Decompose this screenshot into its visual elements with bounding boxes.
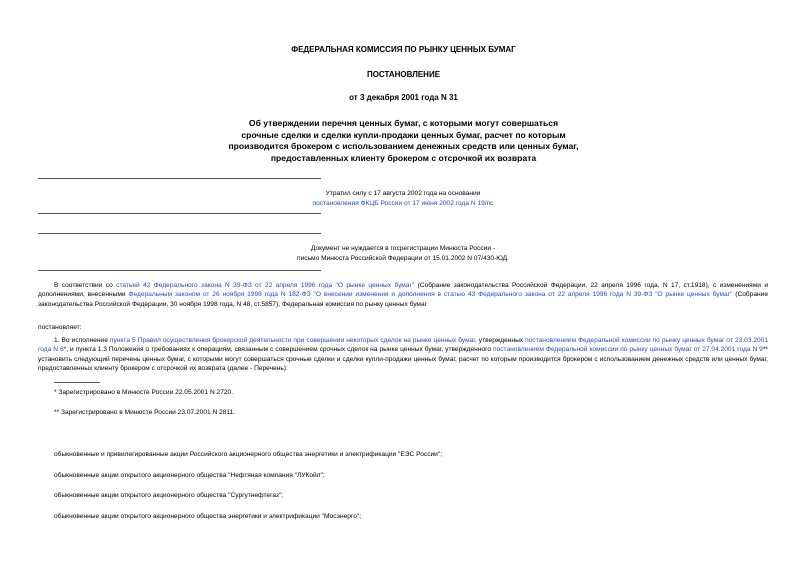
repeal-note-text: Утратил силу с 17 августа 2002 года на основании (325, 190, 481, 197)
registration-note-line: письмо Минюста Российской Федерации от 15.01.2002 N 07/430-ЮД. (297, 255, 509, 262)
footnote-1: * Зарегистрировано в Минюсте России 22.05.2001 N 2720. (54, 389, 234, 396)
clause-text: *, и пункта 1.3 Положения о требованиях к операциям, связанным с совершением срочных сделок на рынке ценных бумаг, утвержденного (63, 346, 494, 354)
preamble-text: В соответствии со (54, 282, 117, 289)
decree-word: постановляет: (38, 324, 82, 331)
preamble-paragraph (38, 281, 768, 309)
document-title (0, 118, 807, 164)
decree-n9-link[interactable]: постановлением Федеральной комиссии по рынку ценных бумаг от 27.04.2001 года N 9 (493, 346, 763, 354)
rules-point-5-link[interactable]: пункта 5 Правил осуществления брокерской деятельности при совершении некоторых сделок на рынке ценных бумаг (109, 337, 475, 344)
list-item: обыкновенные акции открытого акционерного общества "Нефтяная компания "ЛУКойл"; (54, 472, 325, 479)
repeal-note (38, 189, 768, 209)
decree-n6-link[interactable]: постановлением Федеральной комиссии по рынку ценных бумаг от 23.03.2001 года N 6 (38, 337, 769, 354)
title-line: производится брокером с использованием денежных средств или ценных бумаг, (228, 141, 579, 151)
clause-text: , утвержденных (474, 337, 526, 344)
organization-name: ФЕДЕРАЛЬНАЯ КОМИССИЯ ПО РЫНКУ ЦЕННЫХ БУМАГ (291, 45, 516, 54)
list-item: обыкновенные акции открытого акционерного общества "Сургутнефтегаз"; (54, 492, 284, 499)
clause-text: 1. Во исполнение (54, 337, 110, 344)
list-item: обыкновенные и привилегированные акции Российского акционерного общества энергетики и электрификации "ЕЭС России"; (54, 451, 443, 458)
law-182fz-link[interactable]: Федеральным законом от 26 ноября 1998 года N 182-ФЗ "О внесении изменения и дополнения в статью 43 Федерального закона от 22 апреля 1996 года N 39-ФЗ "О рынке ценных бумаг" (128, 291, 733, 299)
title-line: Об утверждении перечня ценных бумаг, с которыми могут совершаться (248, 118, 559, 128)
registration-note (38, 244, 768, 264)
law-39fz-link[interactable]: статьей 42 Федерального закона N 39-ФЗ от 22 апреля 1996 года "О рынке ценных бумаг" (116, 282, 415, 289)
preamble-text: (Собрание законодательства Российской Федерации, 30 ноября 1998 года, N 48, ст.5857), Федеральная комиссия по рынку ценных бумаг (38, 291, 769, 308)
clause-text: ** установить следующий перечень ценных бумаг, с которыми могут совершаться срочные сделки и сделки купли-продажи ценных бумаг, расчет по которым производится брокером с использованием денежных средств или ценных бумаг, предоставленных клиенту брокером с отсрочкой их возврата (далее - Перечень): (38, 346, 768, 372)
registration-note-line: Документ не нуждается в госрегистрации Минюста России - (310, 245, 496, 252)
preamble-text: (Собрание законодательства Российской Федерации, 22 апреля 1996 года, N 17, ст.1918), с изменениями и дополнениями, внесенными (38, 282, 769, 299)
footnote-2: ** Зарегистрировано в Минюсте России 23.07.2001 N 2811. (54, 409, 236, 416)
document-type: ПОСТАНОВЛЕНИЕ (366, 70, 441, 79)
divider (38, 270, 321, 271)
list-item: обыкновенные акции открытого акционерного общества энергетики и электрификации "Мосэнерго"; (54, 513, 362, 520)
repeal-note-link[interactable]: постановления ФКЦБ России от 17 июня 2002 года N 19/пс (312, 200, 494, 207)
divider (38, 213, 321, 214)
divider (38, 178, 321, 179)
footnote-divider (54, 382, 100, 383)
document-date-number: от 3 декабря 2001 года N 31 (349, 93, 458, 102)
title-line: срочные сделки и сделки купли-продажи ценных бумаг, расчет по которым (241, 129, 566, 140)
divider (38, 233, 321, 234)
title-line: предоставленных клиенту брокером с отсрочкой их возврата (270, 152, 537, 163)
clause-1-paragraph (38, 336, 768, 373)
